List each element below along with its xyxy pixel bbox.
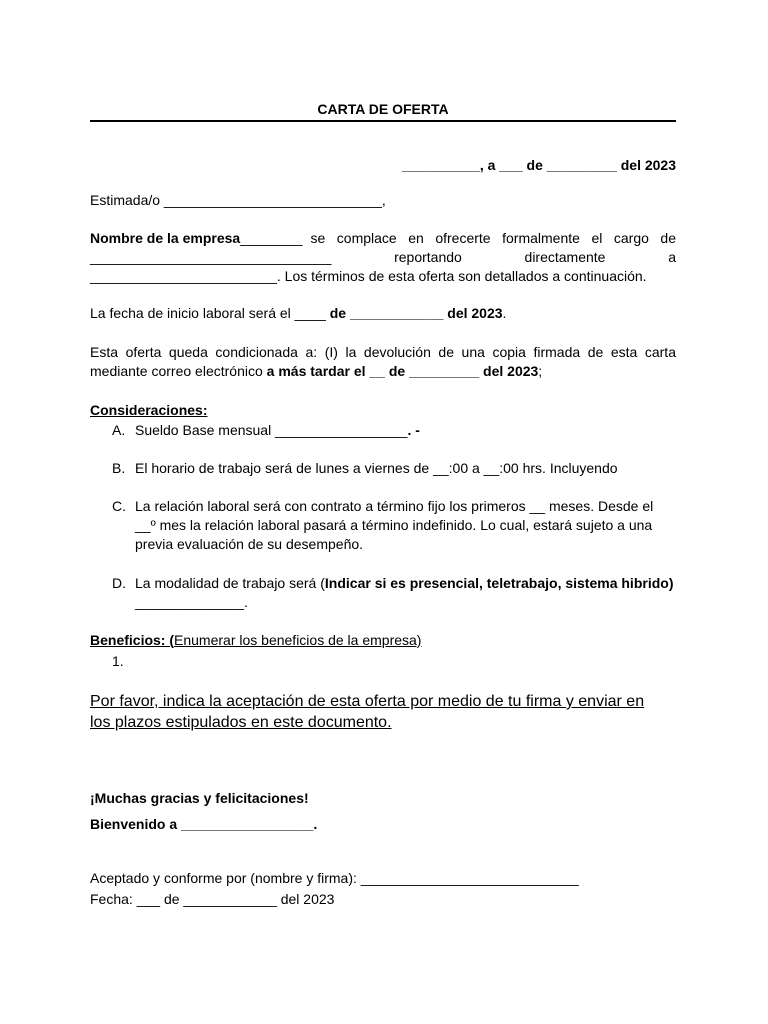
benefits-heading-rest: Enumerar los beneficios de la empresa) [174, 632, 422, 648]
condition-text: Esta oferta queda condicionada a: (I) la devolución de una copia firmada de esta carta mediante correo electrónico [90, 344, 676, 379]
title-underline-rule [90, 120, 676, 122]
accepted-signature-line: Aceptado y conforme por (nombre y firma): ____________________________ [90, 870, 579, 886]
date-line: __________, a ___ de _________ del 2023 [401, 157, 676, 173]
intro-paragraph [90, 229, 676, 286]
intro-line-1 [90, 229, 676, 248]
thanks-line: ¡Muchas gracias y felicitaciones! [90, 790, 309, 806]
list-marker: A. [112, 422, 126, 438]
considerations-heading: Consideraciones: [90, 402, 208, 418]
intro-text-3: . Los términos de esta oferta son detallados a continuación. [276, 268, 647, 284]
start-date-paragraph [90, 304, 676, 323]
intro-line-3 [90, 267, 676, 286]
start-date-prefix: La fecha de inicio laboral será el ____ [90, 305, 330, 321]
greeting: Estimada/o ____________________________, [90, 192, 386, 208]
condition-suffix: ; [538, 363, 543, 379]
company-name-label: Nombre de la empresa [90, 230, 241, 246]
intro-text-1: se complace en ofrecerte formalmente el cargo de [310, 230, 676, 246]
consideration-bold: Indicar si es presencial, teletrabajo, sistema hibrido) [324, 575, 674, 591]
intro-line-2 [90, 248, 676, 267]
start-date-blank: ____________ [346, 305, 448, 321]
start-date-year: del 2023 [447, 305, 503, 321]
acceptance-paragraph: Por favor, indica la aceptación de esta oferta por medio de tu firma y enviar en los plazos estipulados en este documento. [90, 693, 645, 731]
intro-word-reportando: reportando [394, 249, 462, 265]
consideration-text: La modalidad de trabajo será ( [135, 575, 325, 591]
intro-word-directamente: directamente [524, 249, 606, 265]
company-blank: ________ [240, 230, 303, 246]
consideration-text: El horario de trabajo será de lunes a viernes de __:00 a __:00 hrs. Incluyendo [135, 460, 618, 476]
list-marker: B. [112, 460, 126, 476]
position-blank: _______________________________ [90, 249, 332, 265]
list-marker: 1. [112, 653, 124, 669]
condition-deadline: a más tardar el __ de _________ del 2023 [266, 363, 539, 379]
consideration-text: La relación laboral será con contrato a término fijo los primeros __ meses. Desde el __º mes la relación laboral pasará a término indefinido. Lo cual, estará sujeto a una previa evaluación de su desempeño. [135, 498, 654, 552]
start-date-de: de [329, 305, 347, 321]
start-date-suffix: . [502, 305, 507, 321]
intro-word-a: a [668, 249, 676, 265]
condition-paragraph [90, 343, 676, 381]
consideration-tail: ______________. [135, 594, 248, 610]
benefits-heading-bold: Beneficios: ( [90, 632, 175, 648]
benefits-heading [90, 631, 676, 650]
supervisor-blank: ________________________ [90, 268, 277, 284]
footer-date-line: Fecha: ___ de ____________ del 2023 [90, 891, 335, 907]
list-marker: D. [112, 575, 126, 591]
document-title: CARTA DE OFERTA [317, 101, 449, 117]
welcome-line: Bienvenido a _________________. [90, 816, 318, 832]
consideration-bold-tail: . - [407, 422, 420, 438]
consideration-text: Sueldo Base mensual _________________ [135, 422, 408, 438]
list-marker: C. [112, 498, 126, 514]
